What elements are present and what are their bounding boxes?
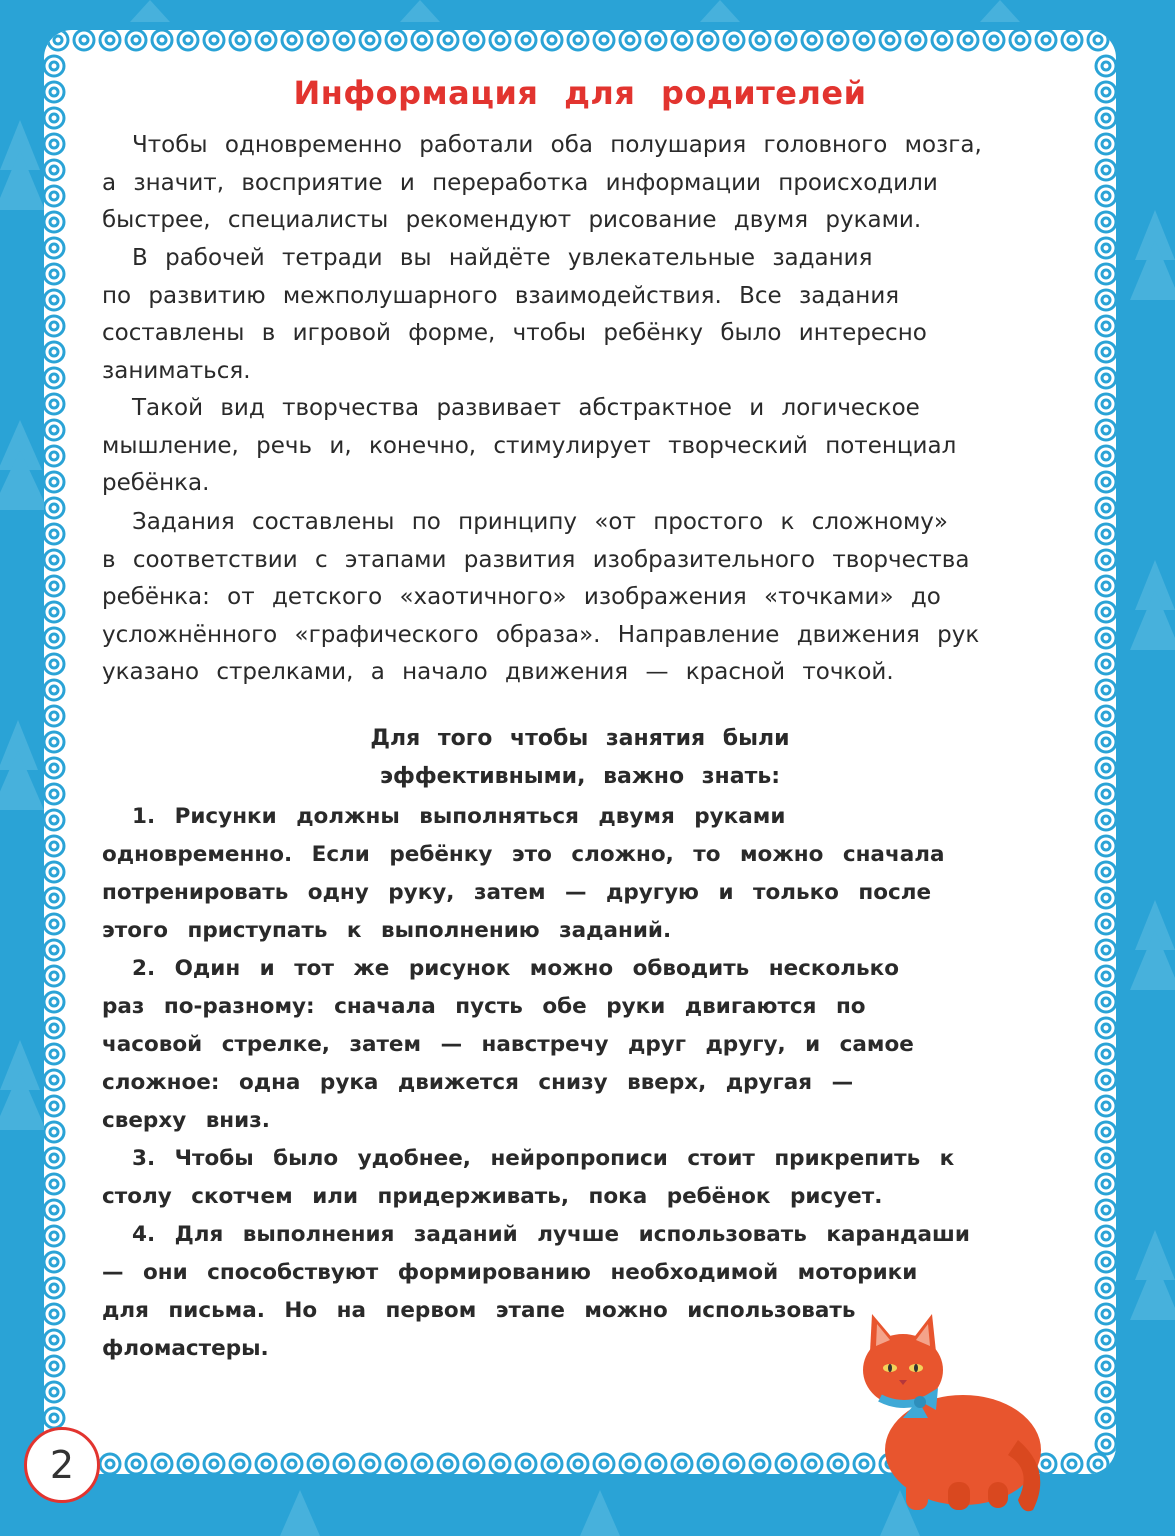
text-line: — они способствуют формированию необходимой моторики (102, 1260, 918, 1285)
text-line: по развитию межполушарного взаимодействия. Все задания (102, 282, 900, 309)
info-panel (44, 30, 1116, 1474)
text-line: быстрее, специалисты рекомендуют рисование двумя руками. (102, 207, 922, 233)
text-line: усложнённого «графического образа». Направление движения рук (102, 621, 980, 648)
heading-line: эффективными, важно знать: (379, 764, 781, 789)
cat-illustration (858, 1310, 1048, 1520)
tips-heading (44, 720, 1116, 796)
text-line: Чтобы одновременно работали оба полушария головного мозга, (132, 132, 982, 158)
text-line: раз по-разному: сначала пусть обе руки двигаются по (102, 994, 866, 1019)
text-line: 3. Чтобы было удобнее, нейропрописи стоит прикрепить к (132, 1146, 955, 1171)
text-line: часовой стрелке, затем — навстречу друг другу, и самое (102, 1032, 914, 1057)
workbook-paragraph (102, 240, 1092, 390)
text-line: этого приступать к выполнению заданий. (102, 918, 672, 943)
text-line: для письма. Но на первом этапе можно использовать (102, 1298, 856, 1323)
text-line: Задания составлены по принципу «от простого к сложному» (132, 509, 948, 535)
intro-paragraph (102, 127, 1092, 240)
creativity-paragraph (102, 390, 1092, 503)
text-line: в соответствии с этапами развития изобразительного творчества (102, 546, 970, 573)
text-line: указано стрелками, а начало движения — красной точкой. (102, 659, 894, 685)
page-number: 2 (24, 1427, 100, 1503)
page-title: Информация для родителей (293, 74, 867, 112)
text-line: 1. Рисунки должны выполняться двумя руками (132, 804, 786, 829)
text-line: мышление, речь и, конечно, стимулирует творческий потенциал (102, 432, 957, 459)
text-line: Такой вид творчества развивает абстрактное и логическое (132, 395, 920, 421)
heading-line: Для того чтобы занятия были (370, 726, 790, 751)
text-line: фломастеры. (102, 1336, 269, 1361)
text-line: заниматься. (102, 357, 251, 384)
content (44, 30, 1116, 1474)
text-line: ребёнка. (102, 470, 210, 496)
text-line: столу скотчем или придерживать, пока ребёнок рисует. (102, 1184, 883, 1209)
text-line: сложное: одна рука движется снизу вверх, другая — (102, 1070, 854, 1095)
text-line: 2. Один и тот же рисунок можно обводить несколько (132, 956, 899, 981)
rule-3 (102, 1140, 1092, 1216)
text-line: потренировать одну руку, затем — другую и только после (102, 880, 932, 905)
text-line: 4. Для выполнения заданий лучше использовать карандаши (132, 1222, 970, 1247)
text-line: сверху вниз. (102, 1108, 270, 1133)
text-line: ребёнка: от детского «хаотичного» изображения «точками» до (102, 584, 941, 610)
text-line: а значит, восприятие и переработка информации происходили (102, 169, 938, 196)
text-line: составлены в игровой форме, чтобы ребёнку было интересно (102, 320, 927, 346)
tasks-paragraph (102, 504, 1092, 692)
text-line: одновременно. Если ребёнку это сложно, то можно сначала (102, 842, 945, 867)
rule-2 (102, 950, 1092, 1140)
rule-1 (102, 798, 1092, 950)
text-line: В рабочей тетради вы найдёте увлекательные задания (132, 245, 873, 271)
